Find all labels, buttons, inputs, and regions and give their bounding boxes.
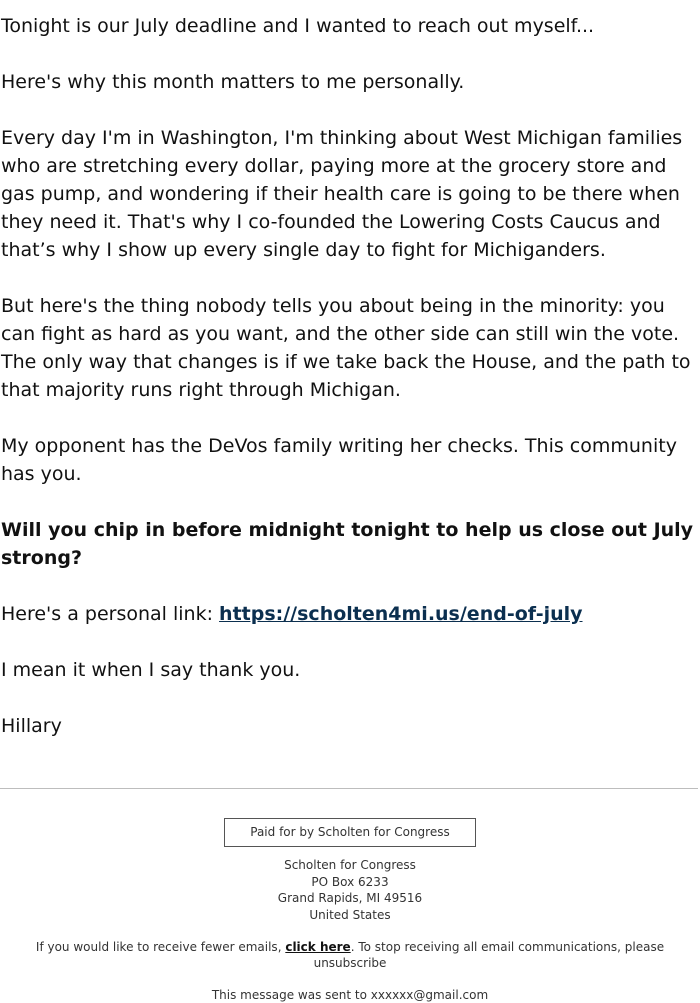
address-org: Scholten for Congress	[284, 858, 416, 872]
footer-divider	[0, 788, 698, 789]
email-body	[1, 12, 697, 768]
thanks-paragraph: I mean it when I say thank you.	[1, 659, 301, 681]
why-paragraph: Here's why this month matters to me personally.	[1, 71, 465, 93]
signature: Hillary	[1, 715, 62, 737]
link-prefix: Here's a personal link:	[1, 603, 220, 625]
address-city: Grand Rapids, MI 49516	[277, 891, 423, 905]
sent-to-notice: This message was sent to xxxxxx@gmail.com	[211, 988, 489, 1002]
donation-ask: Will you chip in before midnight tonight to help us close out July strong?	[1, 519, 694, 569]
prefs-text-before: If you would like to receive fewer emails,	[35, 940, 286, 954]
washington-paragraph: Every day I'm in Washington, I'm thinking about West Michigan families who are stretching every dollar, paying more at the grocery store and gas pump, and wondering if their health care is going to be there when they need it. That's why I co-founded the Lowering Costs Caucus and that’s why I show up every single day to fight for Michiganders.	[1, 127, 683, 261]
email-footer	[0, 818, 700, 1003]
fewer-emails-link[interactable]: click here	[285, 940, 351, 954]
donation-link[interactable]: https://scholten4mi.us/end-of-july	[219, 603, 583, 625]
intro-paragraph: Tonight is our July deadline and I wanted to reach out myself...	[1, 15, 595, 37]
personal-link-paragraph	[1, 600, 697, 628]
minority-paragraph: But here's the thing nobody tells you about being in the minority: you can fight as hard as you want, and the other side can still win the vote. The only way that changes is if we take back the House, and the path to that majority runs right through Michigan.	[1, 295, 691, 401]
address-line1: PO Box 6233	[311, 874, 389, 889]
mailing-address	[0, 857, 700, 923]
paid-for-disclaimer: Paid for by Scholten for Congress	[224, 818, 476, 847]
prefs-text-after: . To stop receiving all email communications, please unsubscribe	[313, 940, 665, 970]
opponent-paragraph: My opponent has the DeVos family writing her checks. This community has you.	[1, 435, 677, 485]
email-preferences	[0, 939, 700, 971]
address-country: United States	[309, 907, 391, 922]
